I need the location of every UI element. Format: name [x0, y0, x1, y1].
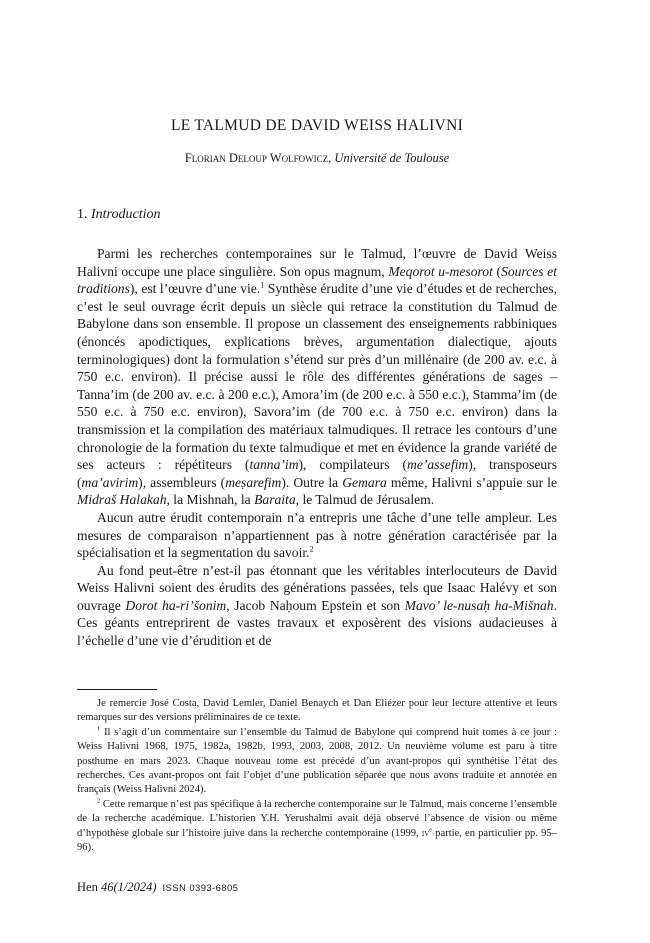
text-run: ). Outre la [281, 474, 343, 490]
section-title: Introduction [91, 207, 161, 222]
text-run: Parmi les recherches contemporaines sur le Talmud, l’œuvre de David Weiss Halivni occupe une place singulière. Son opus magnum, [77, 246, 557, 279]
footnote-2 [77, 798, 557, 856]
text-run: ), transposeurs ( [77, 457, 557, 490]
paragraph-1 [77, 245, 557, 509]
italic-run: me’assefim [407, 457, 469, 473]
footnote-acknowledgement: Je remercie José Costa, David Lemler, Daniel Benaych et Dan Eliézer pour leur lecture attentive et leurs remarques sur des versions préliminaires de ce texte. [77, 698, 557, 724]
italic-run: Dorot ha-ri’šonim [125, 597, 227, 613]
footnote-text: Il s’agit d’un commentaire sur l’ensemble du Talmud de Babylone qui comprend huit tomes à ce jour : Weiss Halivni 1968, 1975, 1982a, 1982b, 1993, 2003, 2008, 2012. Un neuvième volume est paru à titre posthume en mars 2023. Chaque nouveau tome est précédé d’un avant-propos qui synthétise l’état des recherches. Ces avant-propos ont fait l’objet d’une publication séparée que nous avons traduite et annotée en français (Weiss Halivni 2024). [77, 726, 557, 796]
text-run: même, Halivni s’appuie sur le [386, 474, 557, 490]
italic-run: ma’avirim [81, 474, 139, 490]
footnote-divider [77, 689, 157, 690]
italic-run: Gemara [342, 474, 387, 490]
author-name: Florian Deloup Wolfowicz [184, 151, 329, 165]
text-run: , le Talmud de Jérusalem. [295, 492, 435, 508]
text-run: , Jacob Naḥoum Epstein et son [226, 597, 405, 613]
footnote-ref-2[interactable]: 2 [309, 544, 314, 554]
footnotes [77, 697, 557, 855]
paragraph-2 [77, 509, 557, 562]
footnote-text: partie, en particulier pp. 95–96). [77, 827, 557, 854]
italic-run: meṣarefim [225, 474, 282, 490]
footnote-number: 2 [97, 797, 101, 805]
footnote-number: 1 [97, 725, 101, 733]
roman-numeral: iv [421, 827, 430, 839]
text-run: Au fond peut-être n’est-il pas étonnant que les véritables interlocuteurs de David Weiss Halivni soient des érudits des générations passées, tels que Isaac Halévy et son ouvrage [77, 562, 557, 613]
italic-run: Mavo’ le-nusaḥ ha-Mišnah [404, 597, 554, 613]
italic-run: Meqorot u-mesorot [388, 263, 493, 279]
text-run: . Ces géants entreprirent de vastes travaux et exposèrent des visions audacieuses à l’échelle d’une vie d’érudition et de [77, 597, 557, 649]
paragraph-3 [77, 562, 557, 650]
text-run: , la Mishnah, la [166, 492, 255, 508]
italic-run: Midraš Halakah [77, 492, 167, 508]
text-run: ), est l’œuvre d’une vie. [129, 281, 261, 297]
section-heading [77, 207, 160, 223]
italic-run: Baraita [254, 492, 296, 508]
text-run: ), assembleurs ( [138, 474, 226, 490]
text-run: ), compilateurs ( [298, 457, 408, 473]
italic-run: tanna’im [249, 457, 299, 473]
footnote-ref-1[interactable]: 1 [260, 280, 265, 290]
issn: ISSN 0393-6805 [162, 883, 239, 894]
article-title: LE TALMUD DE DAVID WEISS HALIVNI [170, 117, 464, 134]
page-footer [77, 880, 238, 895]
author-byline: Florian Deloup Wolfowicz, Université de Toulouse [184, 151, 450, 165]
text-run: Synthèse érudite d’une vie d’études et de recherches, c’est le seul ouvrage écrit depuis un siècle qui retrace la constitution du Talmud de Babylone dans son ensemble. Il propose un classement des enseignements rabbiniques (énoncés apodictiques, explications brèves, argumentation dialectique, ajouts terminologiques) dont la formulation s’étend sur près d’un millénaire (de 200 av. e.c. à 750 e.c. environ). Il précise aussi le rôle des différentes générations de sages – Tanna’im (de 200 av. e.c. à 200 e.c.), Amora’im (de 200 e.c. à 550 e.c.), Stamma’im (de 550 e.c. à 750 e.c. environ), Savora’im (de 700 e.c. à 750 e.c. environ) dans la transmission et la compilation des matériaux talmudiques. Il retrace les contours d’une chronologie de la formation du texte talmudique et met en évidence la grande variété de ses acteurs : répétiteurs ( [77, 281, 557, 473]
body-text [77, 245, 557, 650]
journal-name: Hen [77, 880, 101, 894]
author-affiliation: Université de Toulouse [334, 151, 450, 165]
text-run: Aucun autre érudit contemporain n’a entrepris une tâche d’une telle ampleur. Les mesures de comparaison n’appartiennent pas à notre génération caractérisée par la spécialisation et la segmentation du savoir. [77, 509, 557, 561]
footnote-1 [77, 726, 557, 798]
ordinal-suffix: e [429, 826, 433, 834]
footnote-text: Cette remarque n’est pas spécifique à la recherche contemporaine sur le Talmud, mais concerne l’ensemble de la recherche académique. L’historien Y.H. Yerushalmi avait déjà observé l’absence de vision ou même d’hypothèse globale sur l’histoire juive dans la recherche contemporaine (1999, [77, 798, 557, 839]
section-number: 1. [77, 207, 88, 222]
text-run: ( [492, 263, 502, 279]
italic-run: Sources et traditions [77, 263, 557, 297]
journal-volume: 46(1/2024) [100, 880, 157, 894]
